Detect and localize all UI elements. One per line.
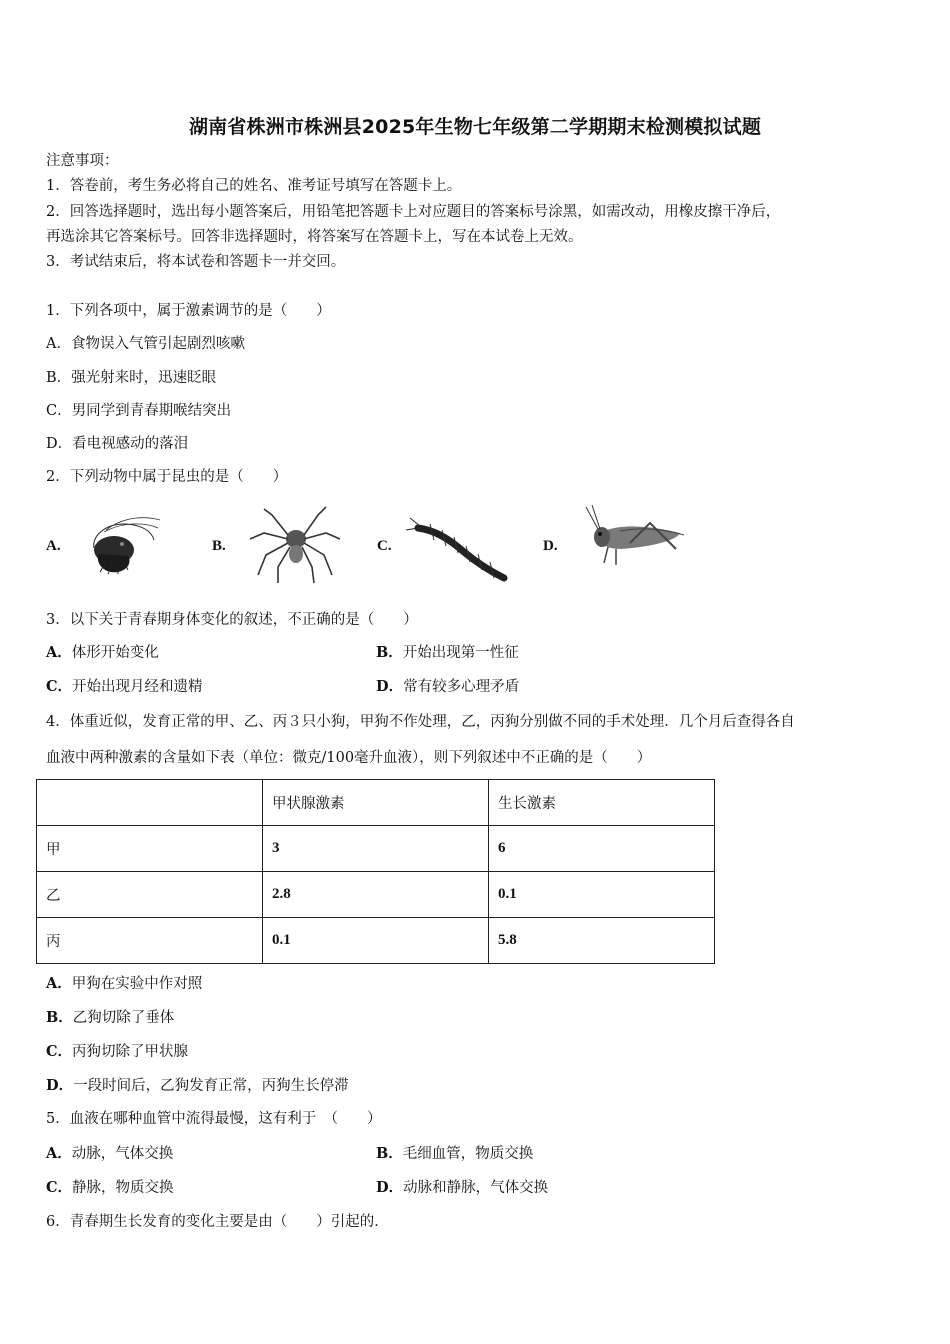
q5-option-c (46, 1178, 174, 1198)
q5-option-c-text: 静脉，物质交换 (72, 1180, 174, 1196)
q3-option-c-text: 开始出现月经和遗精 (72, 679, 203, 695)
q3-option-a-letter: A． (46, 644, 72, 661)
q3-option-a-text: 体形开始变化 (71, 645, 159, 661)
hormone-table (36, 779, 715, 964)
table-row (37, 918, 715, 964)
notice-item-2b: 再选涂其它答案标号。回答非选择题时，将答案写在答题卡上，写在本试卷上无效。 (46, 229, 583, 245)
q4-stem-line-1: 4．体重近似，发育正常的甲、乙、丙３只小狗，甲狗不作处理，乙，丙狗分别做不同的手术处理．几个月后查得各自 (46, 714, 795, 730)
q4-option-a-letter: A． (46, 975, 72, 992)
table-cell: 5.8 (489, 918, 715, 964)
q4-option-c (46, 1042, 188, 1062)
q1-option-c: C．男同学到青春期喉结突出 (46, 403, 232, 419)
q2-stem: 2．下列动物中属于昆虫的是（ ） (46, 469, 288, 485)
q5-option-d-letter: D． (376, 1179, 404, 1196)
q4-option-d (46, 1076, 349, 1096)
table-cell: 乙 (37, 872, 263, 918)
table-cell: 6 (489, 826, 715, 872)
q5-option-d (376, 1178, 548, 1198)
centipede-image (404, 512, 509, 582)
q5-option-d-text: 动脉和静脉，气体交换 (403, 1180, 549, 1196)
q4-option-c-letter: C． (46, 1043, 73, 1060)
q5-option-c-letter: C． (46, 1179, 73, 1196)
table-cell: 0.1 (489, 872, 715, 918)
page-title: 湖南省株洲市株洲县2025年生物七年级第二学期期末检测模拟试题 (188, 116, 762, 138)
q4-option-d-letter: D． (46, 1077, 74, 1094)
notice-heading: 注意事项： (46, 153, 119, 169)
q5-option-b (376, 1144, 533, 1164)
q5-option-a (46, 1144, 173, 1164)
q5-stem: 5．血液在哪种血管中流得最慢，这有利于 （ ） (46, 1111, 382, 1127)
q3-option-d-letter: D． (376, 678, 404, 695)
table-cell: 2.8 (263, 872, 489, 918)
q1-option-a: A．食物误入气管引起剧烈咳嗽 (46, 336, 245, 352)
table-cell: 丙 (37, 918, 263, 964)
shrimp-image (84, 510, 164, 580)
q3-option-d (376, 677, 519, 697)
q6-stem: 6．青春期生长发育的变化主要是由（ ）引起的． (46, 1214, 389, 1230)
q2-option-c-label: C. (377, 538, 392, 554)
q4-option-a (46, 974, 202, 994)
q4-stem-line-2: 血液中两种激素的含量如下表（单位：微克/100毫升血液），则下列叙述中不正确的是（ ） (46, 750, 652, 766)
q4-option-d-text: 一段时间后，乙狗发育正常，丙狗生长停滞 (73, 1078, 349, 1094)
table-header-row (37, 780, 715, 826)
q2-option-a-label: A. (46, 538, 61, 554)
q5-option-b-letter: B． (376, 1145, 403, 1162)
q2-option-d-label: D. (543, 538, 558, 554)
table-cell: 0.1 (263, 918, 489, 964)
q4-option-b-letter: B． (46, 1009, 73, 1026)
q1-option-d: D．看电视感动的落泪 (46, 436, 189, 452)
table-header-cell (37, 780, 263, 826)
q1-stem: 1．下列各项中，属于激素调节的是（ ） (46, 303, 331, 319)
q3-option-b (376, 643, 519, 663)
q4-option-a-text: 甲狗在实验中作对照 (71, 976, 203, 992)
q3-option-b-text: 开始出现第一性征 (402, 645, 519, 661)
q3-option-a (46, 643, 159, 663)
q1-option-b: B．强光射来时，迅速眨眼 (46, 370, 217, 386)
table-cell: 甲 (37, 826, 263, 872)
table-cell: 3 (263, 826, 489, 872)
q5-option-a-letter: A． (46, 1145, 72, 1162)
q3-option-b-letter: B． (376, 644, 403, 661)
q3-stem: 3．以下关于青春期身体变化的叙述，不正确的是（ ） (46, 612, 418, 628)
grasshopper-image (580, 503, 695, 573)
spider-image (244, 505, 344, 585)
q5-option-a-text: 动脉，气体交换 (71, 1146, 174, 1162)
table-header-cell: 甲状腺激素 (263, 780, 489, 826)
table-header-cell: 生长激素 (489, 780, 715, 826)
q4-option-b-text: 乙狗切除了垂体 (72, 1010, 175, 1026)
q5-option-b-text: 毛细血管，物质交换 (402, 1146, 534, 1162)
notice-item-1: 1．答卷前，考生务必将自己的姓名、准考证号填写在答题卡上。 (46, 178, 462, 194)
q3-option-c-letter: C． (46, 678, 73, 695)
q4-option-c-text: 丙狗切除了甲状腺 (72, 1044, 189, 1060)
q3-option-d-text: 常有较多心理矛盾 (403, 679, 520, 695)
q2-option-b-label: B. (212, 538, 226, 554)
table-row (37, 872, 715, 918)
q4-option-b (46, 1008, 174, 1028)
notice-item-3: 3．考试结束后，将本试卷和答题卡一并交回。 (46, 254, 346, 270)
notice-item-2a: 2．回答选择题时，选出每小题答案后，用铅笔把答题卡上对应题目的答案标号涂黑，如需改动，用橡皮擦干净后， (46, 204, 781, 220)
q3-option-c (46, 677, 203, 697)
table-row (37, 826, 715, 872)
